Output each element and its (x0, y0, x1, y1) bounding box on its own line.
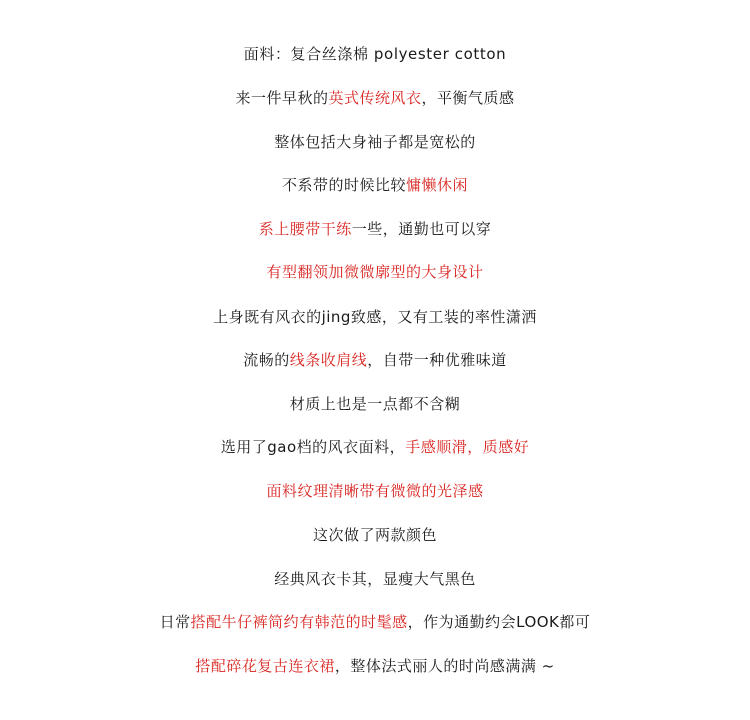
text-segment: 流畅的 (243, 351, 290, 369)
description-line (0, 610, 750, 634)
highlight-segment: 搭配碎花复古连衣裙 (195, 657, 335, 675)
text-segment: 一些，通勤也可以穿 (351, 220, 492, 238)
description-line (0, 479, 750, 503)
description-line (0, 392, 750, 416)
text-segment: 材质上也是一点都不含糊 (289, 395, 461, 413)
description-line (0, 348, 750, 372)
text-segment: ，作为通勤约会LOOK都可 (407, 613, 591, 631)
text-segment: ，平衡气质感 (421, 89, 515, 107)
text-segment: 整体包括大身袖子都是宽松的 (274, 133, 476, 151)
highlight-segment: 有型翻领加微微廓型的大身设计 (266, 263, 484, 281)
description-line (0, 523, 750, 547)
description-line (0, 130, 750, 154)
highlight-segment: 线条收肩线 (289, 351, 368, 369)
description-line (0, 567, 750, 591)
description-line (0, 86, 750, 110)
fabric-line (0, 42, 750, 66)
highlight-segment: 慵懒休闲 (406, 176, 469, 194)
description-line (0, 435, 750, 459)
description-line (0, 217, 750, 241)
highlight-segment: 面料纹理清晰带有微微的光泽感 (266, 482, 484, 500)
description-line (0, 654, 750, 678)
text-segment: ，整体法式丽人的时尚感满满 ~ (334, 657, 555, 675)
text-segment: 经典风衣卡其，显瘦大气黑色 (274, 570, 476, 588)
description-line (0, 305, 750, 329)
description-line (0, 260, 750, 284)
highlight-segment: 系上腰带干练 (258, 220, 352, 238)
text-segment: 这次做了两款颜色 (312, 526, 437, 544)
text-segment: 不系带的时候比较 (281, 176, 406, 194)
highlight-segment: 搭配牛仔裤简约有韩范的时髦感 (190, 613, 408, 631)
highlight-segment: 手感顺滑，质感好 (405, 438, 530, 456)
text-segment: 上身既有风衣的jing致感，又有工装的率性潇洒 (213, 308, 537, 326)
text-segment: 面料：复合丝涤棉 polyester cotton (243, 45, 507, 63)
text-segment: 来一件早秋的 (235, 89, 329, 107)
description-line (0, 173, 750, 197)
text-segment: ，自带一种优雅味道 (367, 351, 507, 369)
highlight-segment: 英式传统风衣 (328, 89, 422, 107)
text-segment: 选用了gao档的风衣面料， (220, 438, 406, 456)
text-segment: 日常 (159, 613, 191, 631)
